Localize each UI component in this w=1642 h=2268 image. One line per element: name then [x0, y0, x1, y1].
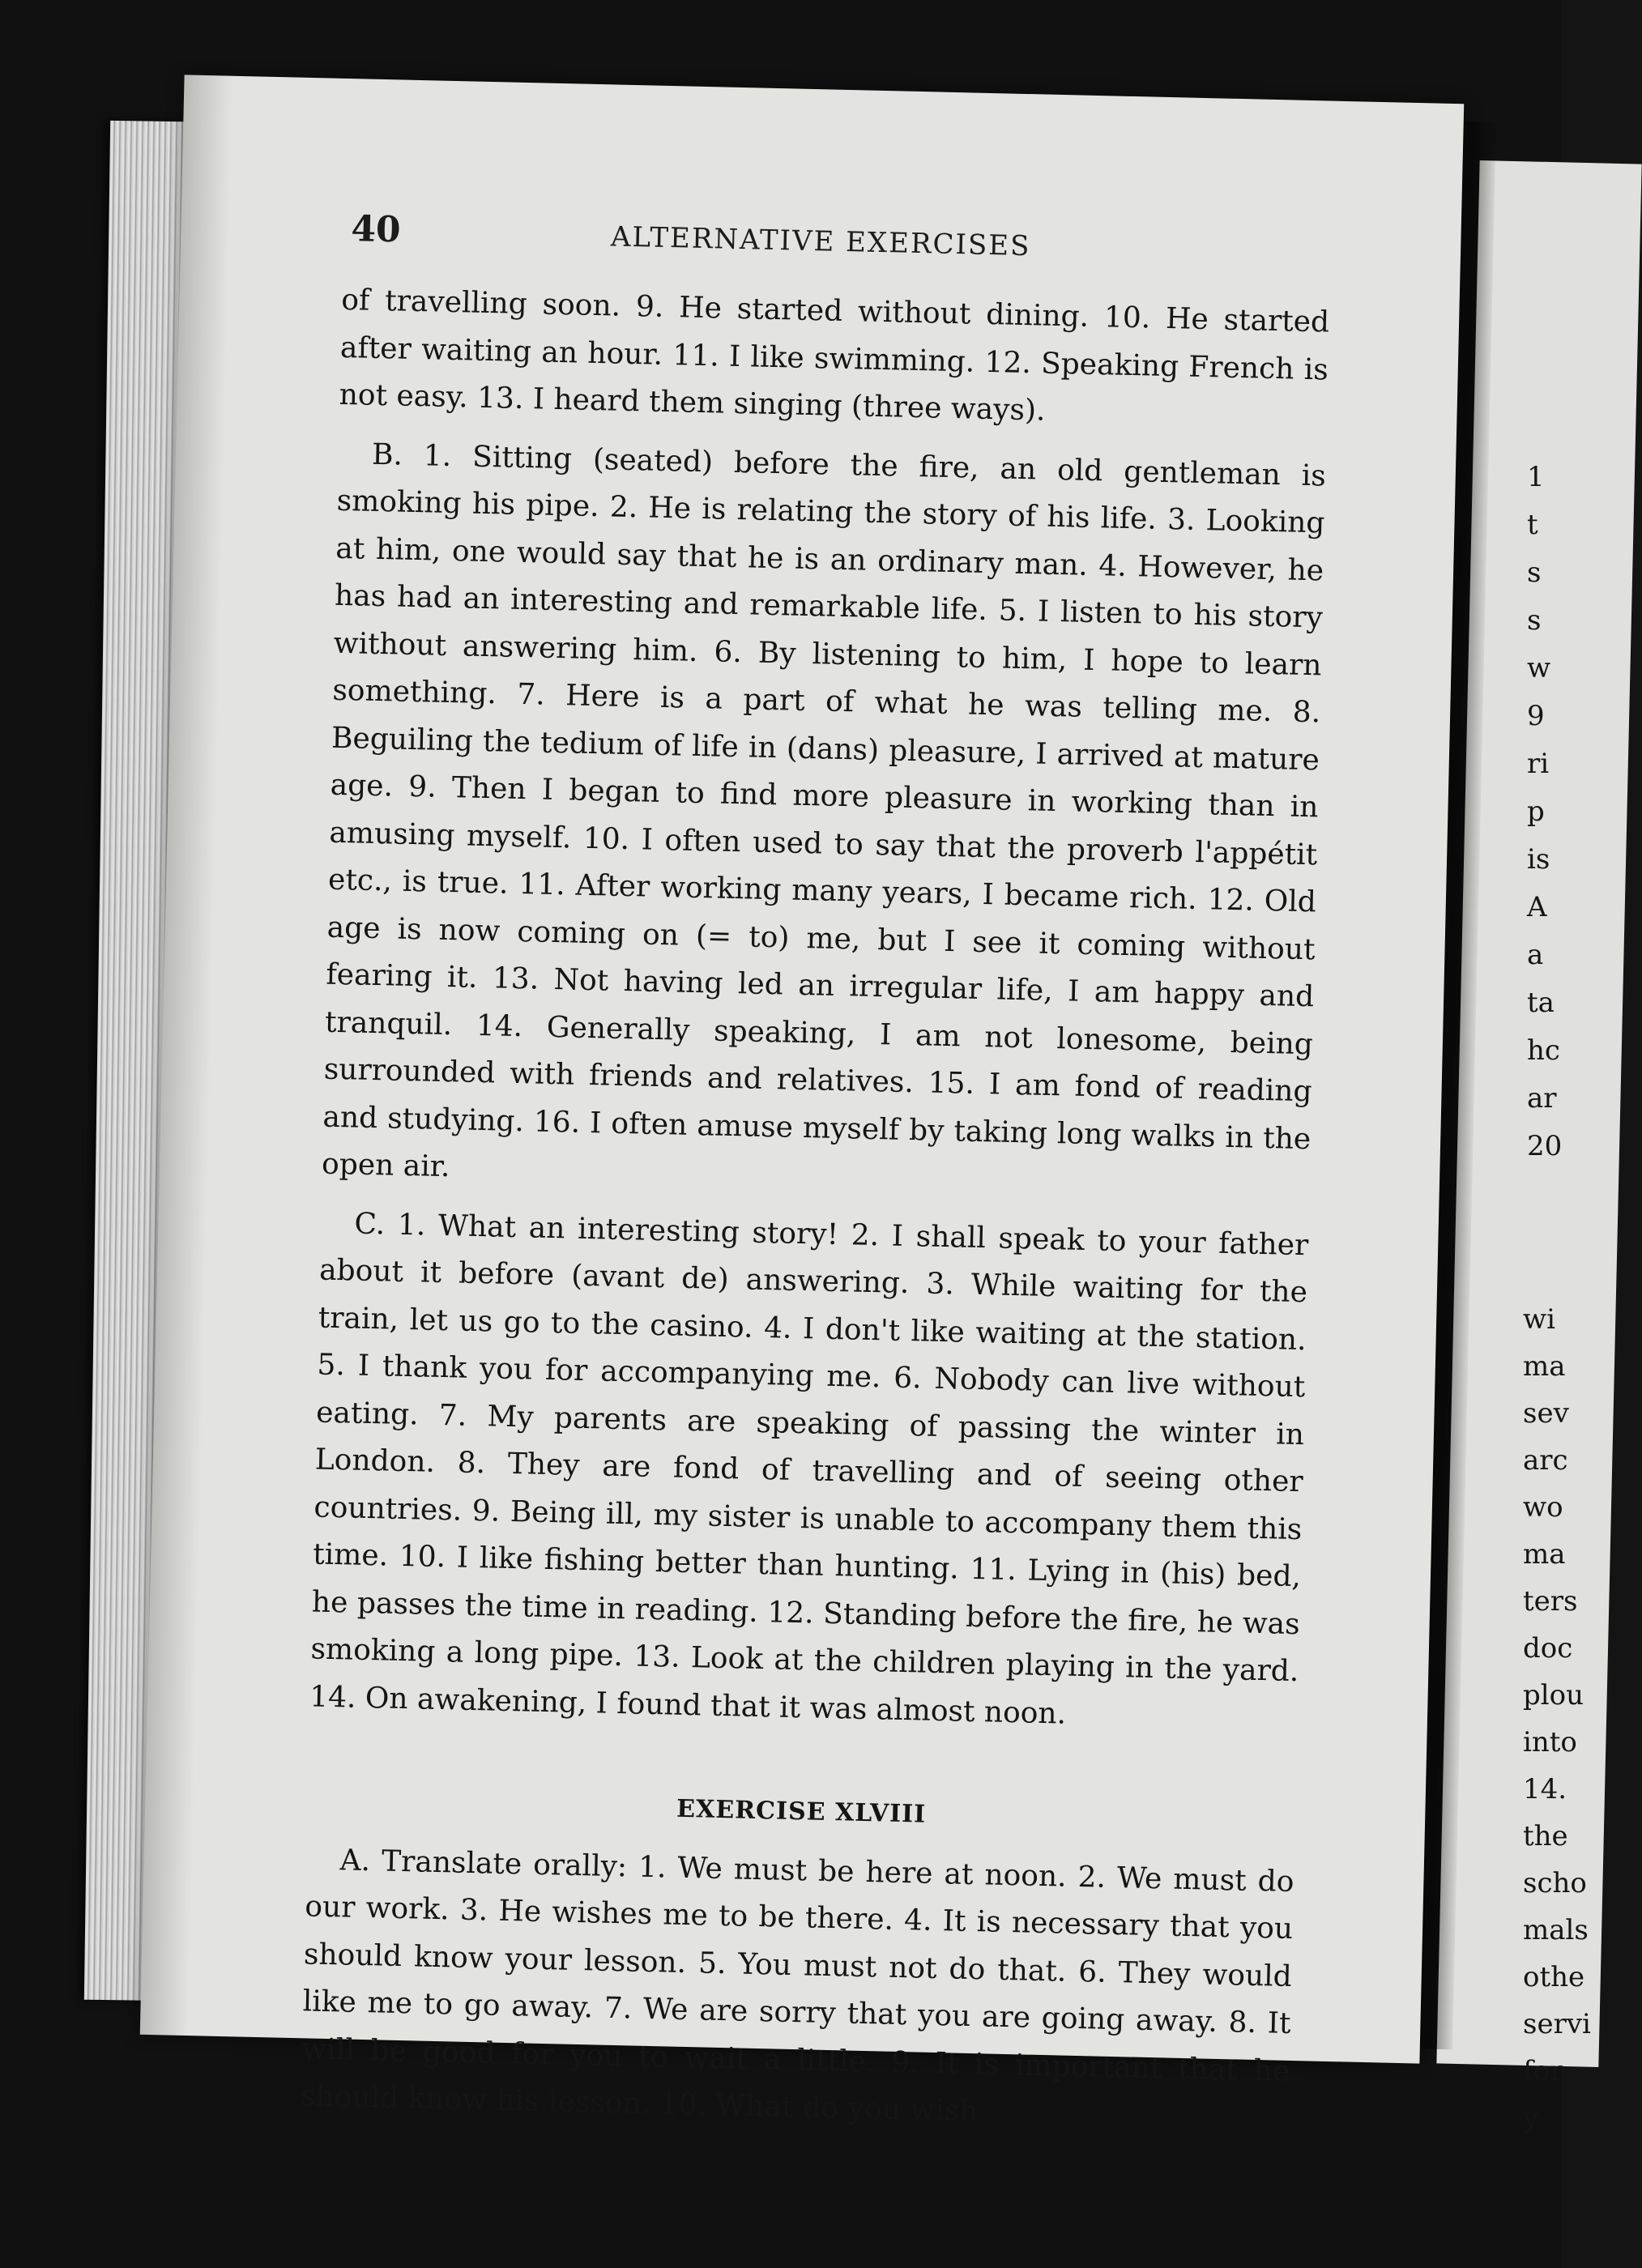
fragment: the [1523, 1820, 1568, 1852]
fragment: A [1527, 891, 1547, 923]
page-body [300, 277, 1329, 2143]
fragment: w [1527, 652, 1551, 684]
fragment: ta [1527, 987, 1555, 1019]
fragment: p [1527, 795, 1545, 828]
paragraph-section-c: C. 1. What an interesting story! 2. I shall speak to your father about it before (avant de) answering. 3. While waiting for the train, let us go to the casino. 4. I don't like waiting at the station. 5. I thank you for accompanying me. 6. Nobody can live without eating. 7. My parents are speaking of passing the winter in London. 8. They are fond of travelling and of seeing other countries. 9. Being ill, my sister is unable to accompany them this time. 10. I like fishing better than hunting. 11. Lying in (his) bed, he passes the time in reading. 12. Standing before the fire, he was smoking a long pipe. 13. Look at the children playing in the yard. 14. On awakening, I found that it was almost noon. [309, 1207, 1309, 1731]
fragment: 1 [1527, 461, 1545, 493]
fragment: ma [1523, 1538, 1566, 1571]
fragment: a [1527, 939, 1544, 971]
fragment: wo [1523, 1491, 1563, 1524]
fragment: ar [1527, 1082, 1557, 1115]
fragment: othe [1523, 1961, 1585, 1993]
fragment: for y [1523, 2055, 1563, 2134]
paragraph-exercise-a: A. Translate orally: 1. We must be here at noon. 2. We must do our work. 3. He wishes me to be there. 4. It is necessary that you should know your lesson. 5. You must not do that. 6. They would like me to go away. 7. We are sorry that you are going away. 8. It will be good for you to wait a little. 9. It is important that he should know his lesson. 10. What do you wish [300, 1843, 1294, 2129]
fragment: s [1527, 556, 1542, 589]
fragment: into [1523, 1726, 1577, 1759]
fragment: ters [1523, 1585, 1578, 1618]
paragraph-section-b: B. 1. Sitting (seated) before the fire, an old gentleman is smoking his pipe. 2. He is relating the story of his life. 3. Looking at him, one would say that he is an ordinary man. 4. However, he has had an interesting and remarkable life. 5. I listen to his story without answering him. 6. By listening to him, I hope to learn something. 7. Here is a part of what he was telling me. 8. Beguiling the tedium of life in (dans) pleasure, I arrived at mature age. 9. Then I began to find more pleasure in working than in amusing myself. 10. I often used to say that the proverb l'appétit etc., is true. 11. After working many years, I became rich. 12. Old age is now coming on (= to) me, but I see it coming without fearing it. 13. Not having led an irregular life, I am happy and tranquil. 14. Generally speaking, I am not lonesome, being surrounded with friends and relatives. 15. I am fond of reading and studying. 16. I often amuse myself by taking long walks in the open air. [321, 437, 1327, 1184]
fragment: wi [1523, 1303, 1555, 1336]
fragment: 20 [1527, 1130, 1563, 1162]
page-number: 40 [350, 208, 402, 251]
fragment: t [1527, 509, 1538, 541]
facing-page-fragments-lower [1523, 1296, 1591, 2142]
fragment: ri [1527, 748, 1550, 780]
fragment: s [1527, 604, 1542, 637]
fragment: plou [1523, 1679, 1584, 1712]
fragment: is [1527, 843, 1550, 876]
facing-page-fragments-upper [1527, 454, 1576, 1170]
fragment: sev [1523, 1397, 1569, 1430]
book-page [140, 75, 1464, 2129]
running-head: ALTERNATIVE EXERCISES [610, 220, 1031, 263]
fragment: hc [1527, 1034, 1560, 1067]
paragraph-continuation: of travelling soon. 9. He started without dining. 10. He started after waiting an hour. 11. I like swimming. 12. Speaking French is not easy. 13. I heard them singing (three ways). [339, 283, 1330, 428]
fragment: mals [1523, 1914, 1589, 1946]
exercise-heading: EXERCISE XLVIII [676, 1794, 927, 1829]
fragment: servi [1523, 2008, 1591, 2040]
fragment: scho [1523, 1867, 1587, 1899]
fragment: 9 [1527, 700, 1545, 732]
fragment: 14. [1523, 1773, 1567, 1805]
fragment: ma [1523, 1350, 1566, 1383]
fragment: doc [1523, 1632, 1573, 1665]
fragment: arc [1523, 1444, 1568, 1477]
